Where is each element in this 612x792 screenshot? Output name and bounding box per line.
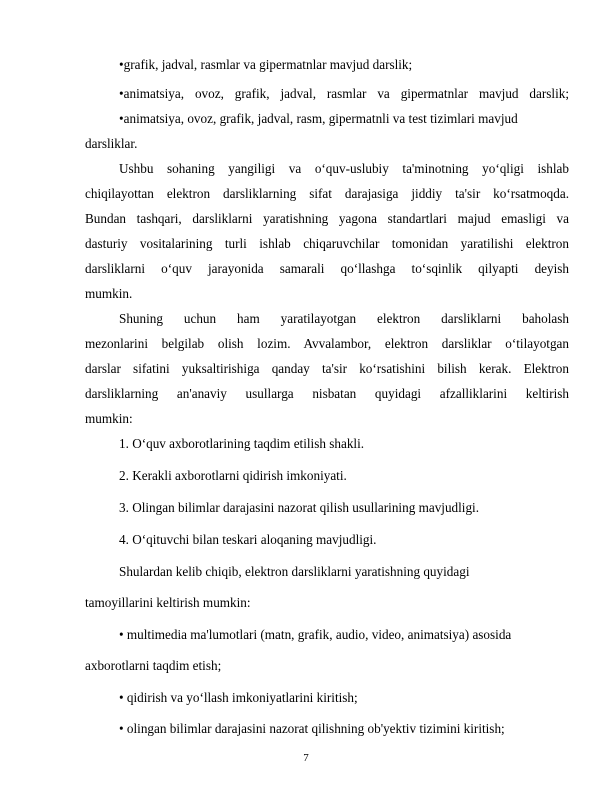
text-line: darsliklarni o‘quv jarayonida samarali qo‘llashga to‘sqinlik qilyapti deyish [85, 261, 569, 276]
bullet-line: •animatsiya, ovoz, grafik, jadval, rasm, gipermatnli va test tizimlari mavjud [119, 111, 518, 126]
page-number: 7 [303, 752, 309, 764]
text-line: mezonlarini belgilab olish lozim. Avvalambor, elektron darsliklar o‘tilayotgan [85, 336, 569, 351]
paragraph-first-line: Ushbu sohaning yangiligi va o‘quv-uslubiy ta'minotning yo‘qligi ishlab [119, 161, 569, 176]
bullet-line: •grafik, jadval, rasmlar va gipermatnlar mavjud darslik; [119, 57, 413, 72]
bullet-line: • qidirish va yo‘llash imkoniyatlarini kiritish; [119, 690, 358, 705]
text-line: Bundan tashqari, darsliklarni yaratishning yagona standartlari majud emasligi va [85, 211, 569, 226]
text-line: axborotlarni taqdim etish; [85, 658, 222, 673]
text-line: tamoyillarini keltirish mumkin: [85, 595, 251, 610]
numbered-item: 2. Kerakli axborotlarni qidirish imkoniyati. [119, 468, 347, 483]
bullet-line: • multimedia ma'lumotlari (matn, grafik, audio, video, animatsiya) asosida [119, 627, 512, 642]
paragraph-first-line: Shuning uchun ham yaratilayotgan elektron darsliklarni baholash [119, 311, 569, 326]
bullet-line: •animatsiya, ovoz, grafik, jadval, rasmlar va gipermatnlar mavjud darslik; [119, 86, 569, 101]
numbered-item: 1. O‘quv axborotlarining taqdim etilish shakli. [119, 436, 365, 451]
text-line: darslar sifatini yuksaltirishiga qanday ta'sir ko‘rsatishini bilish kerak. Elektron [85, 361, 569, 376]
text-line: chiqilayottan elektron darsliklarning sifat darajasiga jiddiy ta'sir ko‘rsatmoqda. [85, 186, 569, 201]
text-line: darsliklarning an'anaviy usullarga nisbatan quyidagi afzalliklarini keltirish [85, 386, 569, 401]
text-line: dasturiy vositalarining turli ishlab chiqaruvchilar tomonidan yaratilishi elektron [85, 236, 569, 251]
text-line: mumkin: [85, 411, 133, 426]
numbered-item: 3. Olingan bilimlar darajasini nazorat qilish usullarining mavjudligi. [119, 500, 480, 515]
bullet-line: • olingan bilimlar darajasini nazorat qilishning ob'yektiv tizimini kiritish; [119, 721, 505, 736]
text-line: mumkin. [85, 286, 133, 301]
numbered-item: 4. O‘qituvchi bilan teskari aloqaning mavjudligi. [119, 532, 377, 547]
paragraph-first-line: Shulardan kelib chiqib, elektron darsliklarni yaratishning quyidagi [119, 564, 470, 579]
text-line: darsliklar. [85, 136, 138, 151]
